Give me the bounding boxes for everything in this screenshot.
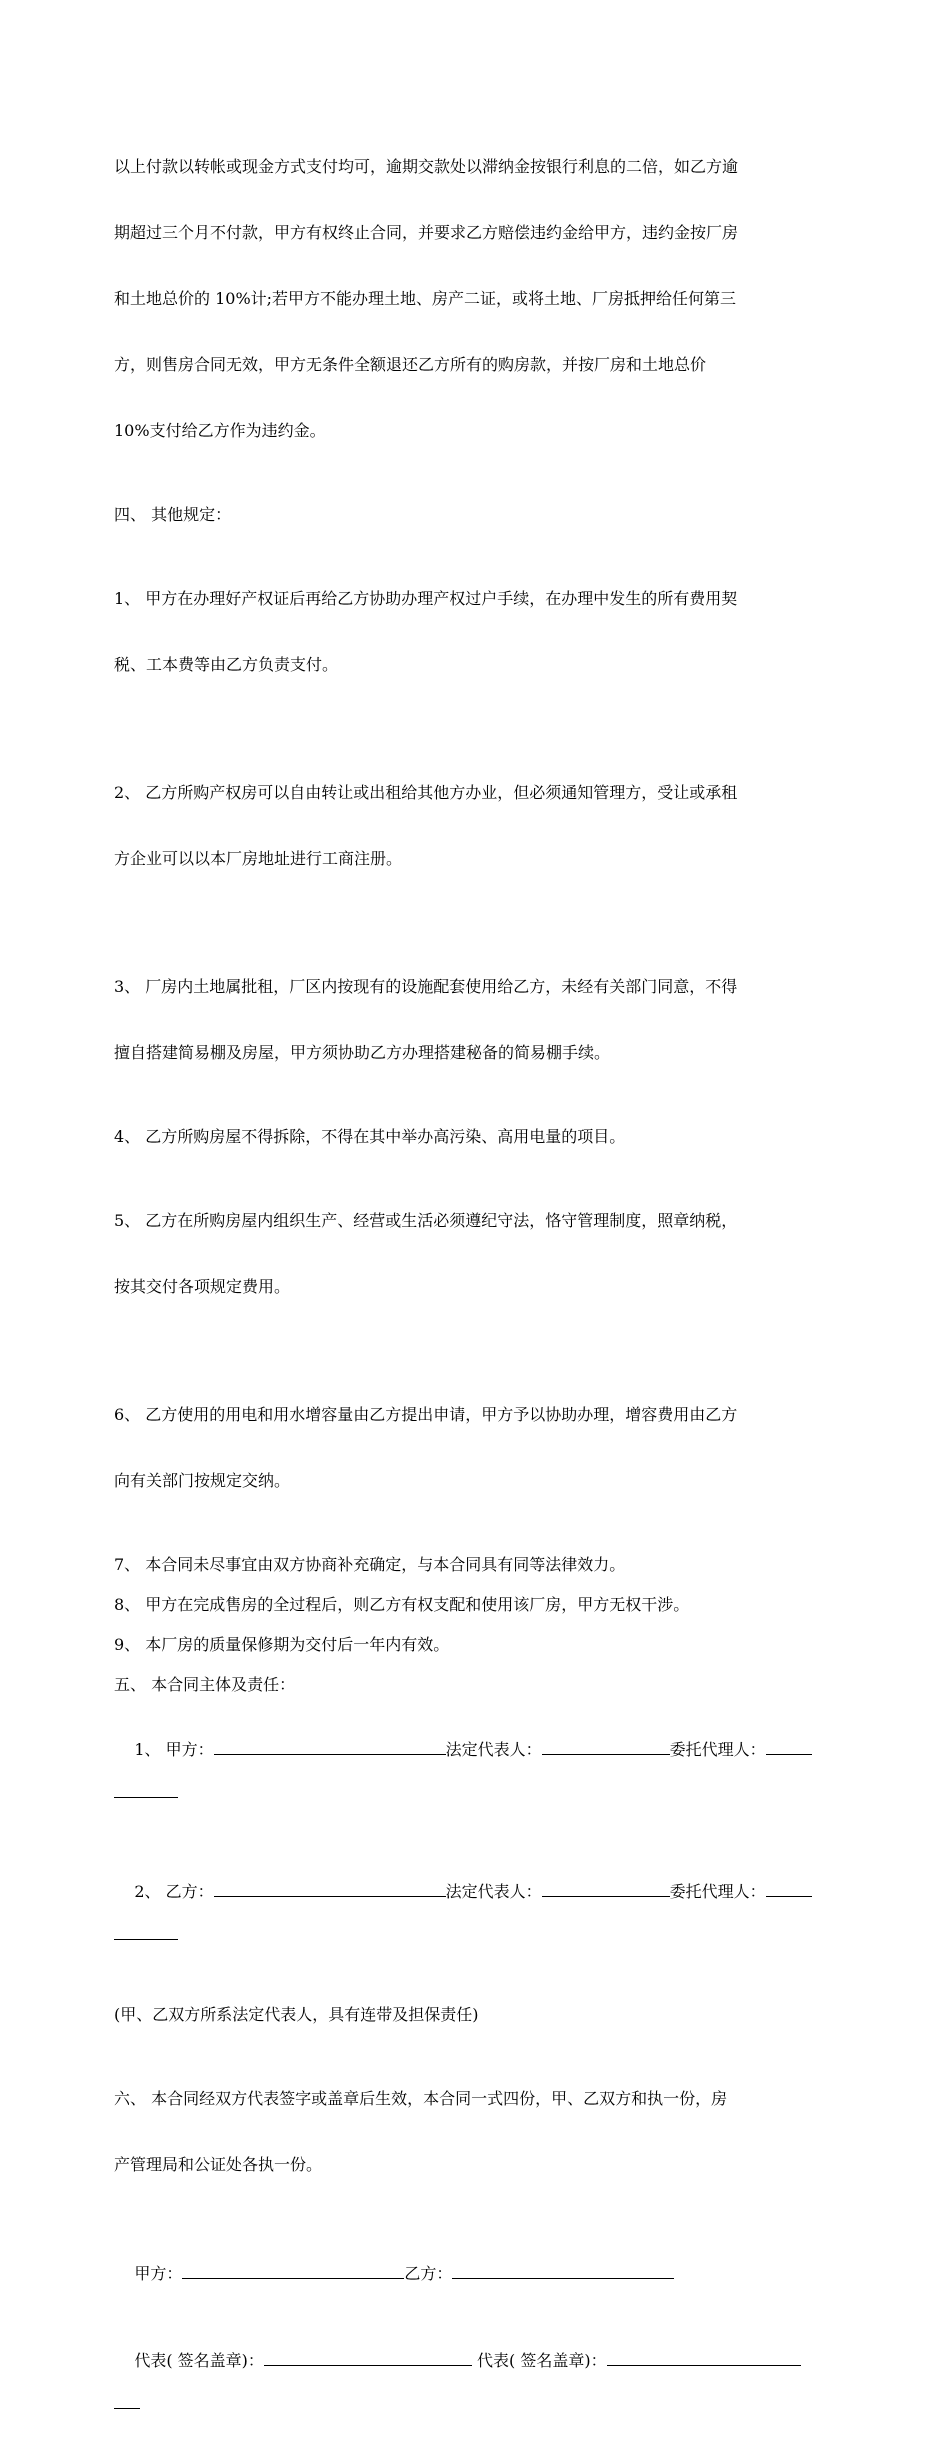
party-a-row: [134, 1740, 811, 1759]
section-effectiveness: [114, 2044, 836, 2220]
party-b-row: [134, 1882, 811, 1901]
payment-terms-paragraph: [114, 112, 836, 486]
contract-page: [114, 112, 836, 2460]
clause-3: [114, 932, 836, 1108]
text-line: 3、 厂房内土地属批租，厂区内按现有的设施配套使用给乙方，未经有关部门同意，不得: [114, 977, 738, 996]
clause-7: 7、 本合同未尽事宜由双方协商补充确定，与本合同具有同等法律效力。: [114, 1555, 626, 1574]
section-heading-parties: 五、 本合同主体及责任：: [114, 1675, 296, 1694]
text-line: 期超过三个月不付款，甲方有权终止合同，并要求乙方赔偿违约金给甲方，违约金按厂房: [114, 223, 739, 242]
text-line: 2、 乙方所购产权房可以自由转让或出租给其他方办业，但必须通知管理方，受让或承租: [114, 783, 738, 802]
joint-liability-note: (甲、乙双方所系法定代表人，具有连带及担保责任): [114, 2005, 479, 2024]
party-b-blank[interactable]: [214, 1878, 446, 1897]
signature-representatives-row: [134, 2351, 800, 2370]
party-a-agent-blank[interactable]: [766, 1736, 812, 1755]
text-line: 6、 乙方使用的用电和用水增容量由乙方提出申请，甲方予以协助办理，增容费用由乙方: [114, 1405, 738, 1424]
party-a-rep-blank[interactable]: [542, 1736, 670, 1755]
clause-8: 8、 甲方在完成售房的全过程后，则乙方有权支配和使用该厂房，甲方无权干涉。: [114, 1595, 690, 1614]
party-a-agent-blank-continued[interactable]: [114, 1783, 178, 1798]
sign-rep-b-blank-continued[interactable]: [114, 2394, 140, 2409]
section-heading-other-rules: 四、 其他规定：: [114, 505, 232, 524]
signature-parties-line: [114, 2238, 836, 2307]
clause-6: [114, 1360, 836, 1536]
sign-party-b-label: 乙方：: [404, 2264, 453, 2283]
text-line: 向有关部门按规定交纳。: [114, 1471, 291, 1490]
clause-4: 4、 乙方所购房屋不得拆除，不得在其中举办高污染、高用电量的项目。: [114, 1127, 626, 1146]
text-line: 六、 本合同经双方代表签字或盖章后生效，本合同一式四份，甲、乙双方和执一份，房: [114, 2089, 728, 2108]
party-b-line: [114, 1856, 836, 1984]
clause-1: [114, 544, 836, 720]
text-line: 按其交付各项规定费用。: [114, 1277, 291, 1296]
text-line: 1、 甲方在办理好产权证后再给乙方协助办理产权过户手续，在办理中发生的所有费用契: [114, 589, 738, 608]
sign-rep-b-blank[interactable]: [607, 2347, 801, 2366]
sign-rep-a-label: 代表( 签名盖章)：: [134, 2351, 264, 2370]
text-line: 擅自搭建简易棚及房屋，甲方须协助乙方办理搭建秘备的简易棚手续。: [114, 1043, 611, 1062]
party-a-rep-label: 法定代表人：: [445, 1740, 542, 1759]
text-line: 5、 乙方在所购房屋内组织生产、经营或生活必须遵纪守法，恪守管理制度，照章纳税，: [114, 1211, 738, 1230]
text-line: 10%支付给乙方作为违约金。: [114, 421, 326, 440]
party-a-blank[interactable]: [214, 1736, 446, 1755]
signature-parties-row: [134, 2264, 674, 2283]
party-a-agent-label: 委托代理人：: [669, 1740, 766, 1759]
text-line: 税、工本费等由乙方负责支付。: [114, 655, 339, 674]
text-line: 方，则售房合同无效，甲方无条件全额退还乙方所有的购房款，并按厂房和土地总价: [114, 355, 707, 374]
party-a-line: [114, 1714, 836, 1842]
text-line: 方企业可以以本厂房地址进行工商注册。: [114, 849, 403, 868]
text-line: 产管理局和公证处各执一份。: [114, 2155, 323, 2174]
signature-representatives-line: [114, 2325, 836, 2453]
sign-party-b-blank[interactable]: [452, 2260, 674, 2279]
party-b-label: 2、 乙方：: [134, 1882, 214, 1901]
party-b-rep-label: 法定代表人：: [445, 1882, 542, 1901]
sign-party-a-label: 甲方：: [134, 2264, 183, 2283]
clause-9: 9、 本厂房的质量保修期为交付后一年内有效。: [114, 1635, 450, 1654]
party-b-agent-blank-continued[interactable]: [114, 1925, 178, 1940]
party-a-label: 1、 甲方：: [134, 1740, 214, 1759]
clause-2: [114, 738, 836, 914]
party-b-rep-blank[interactable]: [542, 1878, 670, 1897]
text-line: 和土地总价的 10%计;若甲方不能办理土地、房产二证，或将土地、厂房抵押给任何第三: [114, 289, 737, 308]
party-b-agent-blank[interactable]: [766, 1878, 812, 1897]
sign-rep-a-blank[interactable]: [264, 2347, 472, 2366]
sign-party-a-blank[interactable]: [182, 2260, 404, 2279]
clause-5: [114, 1166, 836, 1342]
sign-rep-b-label: 代表( 签名盖章)：: [477, 2351, 607, 2370]
party-b-agent-label: 委托代理人：: [669, 1882, 766, 1901]
text-line: 以上付款以转帐或现金方式支付均可，逾期交款处以滞纳金按银行利息的二倍，如乙方逾: [114, 157, 739, 176]
